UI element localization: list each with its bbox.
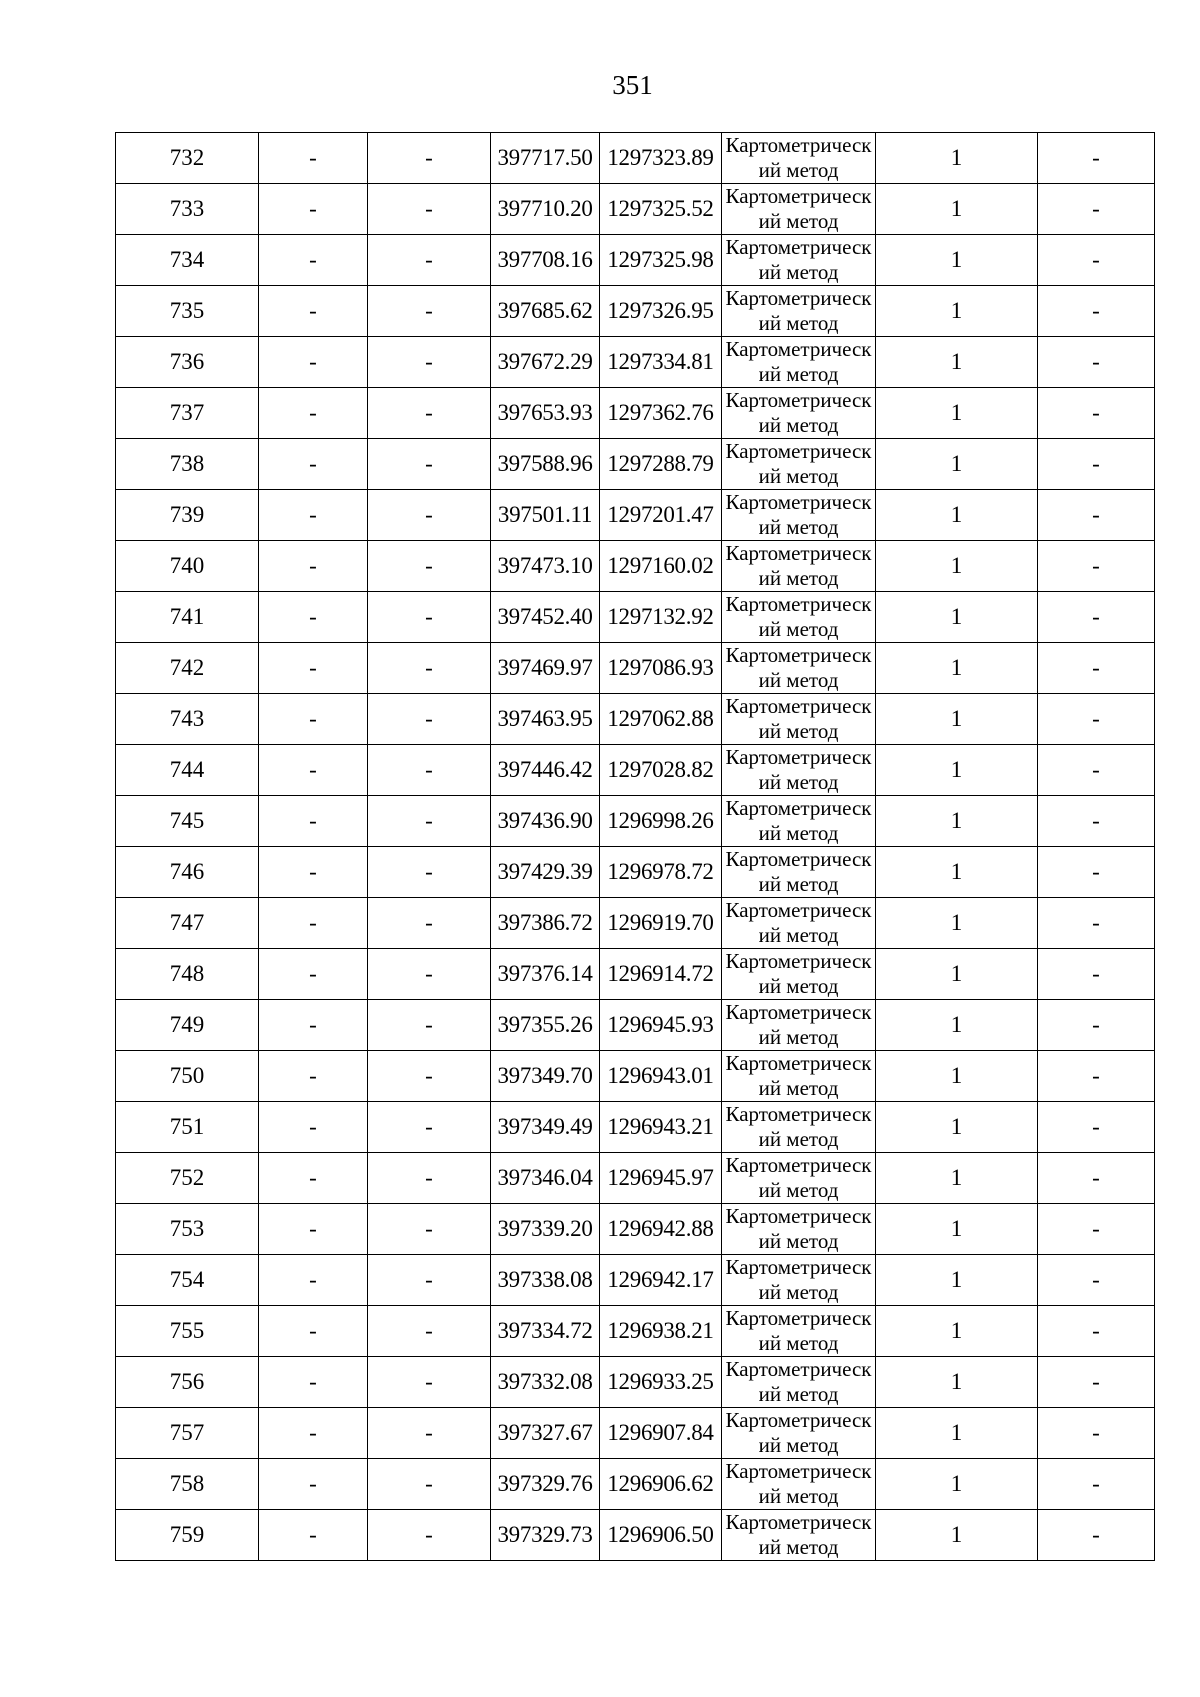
column-2-cell: -	[259, 1306, 368, 1357]
column-8-cell: -	[1038, 796, 1155, 847]
column-8-cell: -	[1038, 592, 1155, 643]
column-3-cell: -	[368, 1051, 491, 1102]
point-number-cell: 755	[116, 1306, 259, 1357]
column-7-cell: 1	[876, 1357, 1038, 1408]
x-coordinate-cell: 397338.08	[491, 1255, 600, 1306]
column-7-cell: 1	[876, 745, 1038, 796]
column-7-cell: 1	[876, 1255, 1038, 1306]
point-number-cell: 733	[116, 184, 259, 235]
column-8-cell: -	[1038, 388, 1155, 439]
method-cell: Картометрический метод	[722, 439, 876, 490]
x-coordinate-cell: 397386.72	[491, 898, 600, 949]
x-coordinate-cell: 397708.16	[491, 235, 600, 286]
column-3-cell: -	[368, 1357, 491, 1408]
x-coordinate-cell: 397717.50	[491, 133, 600, 184]
method-cell: Картометрический метод	[722, 541, 876, 592]
point-number-cell: 741	[116, 592, 259, 643]
table-row	[116, 1255, 1155, 1306]
column-7-cell: 1	[876, 898, 1038, 949]
column-7-cell: 1	[876, 133, 1038, 184]
y-coordinate-cell: 1296942.88	[600, 1204, 722, 1255]
method-cell: Картометрический метод	[722, 388, 876, 439]
y-coordinate-cell: 1297288.79	[600, 439, 722, 490]
column-3-cell: -	[368, 592, 491, 643]
table-row	[116, 796, 1155, 847]
column-7-cell: 1	[876, 694, 1038, 745]
method-cell: Картометрический метод	[722, 184, 876, 235]
table-row	[116, 1357, 1155, 1408]
method-cell: Картометрический метод	[722, 1255, 876, 1306]
point-number-cell: 734	[116, 235, 259, 286]
column-8-cell: -	[1038, 643, 1155, 694]
column-2-cell: -	[259, 286, 368, 337]
column-8-cell: -	[1038, 1204, 1155, 1255]
column-7-cell: 1	[876, 1510, 1038, 1561]
method-cell: Картометрический метод	[722, 1357, 876, 1408]
table-row	[116, 1153, 1155, 1204]
point-number-cell: 747	[116, 898, 259, 949]
method-cell: Картометрический метод	[722, 490, 876, 541]
x-coordinate-cell: 397346.04	[491, 1153, 600, 1204]
y-coordinate-cell: 1296914.72	[600, 949, 722, 1000]
y-coordinate-cell: 1296998.26	[600, 796, 722, 847]
x-coordinate-cell: 397329.73	[491, 1510, 600, 1561]
x-coordinate-cell: 397436.90	[491, 796, 600, 847]
x-coordinate-cell: 397588.96	[491, 439, 600, 490]
column-2-cell: -	[259, 1510, 368, 1561]
table-row	[116, 184, 1155, 235]
column-3-cell: -	[368, 745, 491, 796]
y-coordinate-cell: 1297028.82	[600, 745, 722, 796]
column-8-cell: -	[1038, 337, 1155, 388]
column-7-cell: 1	[876, 949, 1038, 1000]
column-3-cell: -	[368, 1510, 491, 1561]
column-3-cell: -	[368, 388, 491, 439]
column-7-cell: 1	[876, 490, 1038, 541]
table-row	[116, 1408, 1155, 1459]
column-8-cell: -	[1038, 1255, 1155, 1306]
y-coordinate-cell: 1297132.92	[600, 592, 722, 643]
column-2-cell: -	[259, 235, 368, 286]
column-2-cell: -	[259, 388, 368, 439]
table-row	[116, 1204, 1155, 1255]
column-3-cell: -	[368, 1459, 491, 1510]
x-coordinate-cell: 397672.29	[491, 337, 600, 388]
column-7-cell: 1	[876, 1000, 1038, 1051]
column-7-cell: 1	[876, 184, 1038, 235]
y-coordinate-cell: 1296942.17	[600, 1255, 722, 1306]
method-cell: Картометрический метод	[722, 133, 876, 184]
column-3-cell: -	[368, 949, 491, 1000]
method-cell: Картометрический метод	[722, 592, 876, 643]
table-row	[116, 490, 1155, 541]
column-3-cell: -	[368, 1204, 491, 1255]
column-7-cell: 1	[876, 847, 1038, 898]
column-3-cell: -	[368, 133, 491, 184]
column-3-cell: -	[368, 235, 491, 286]
point-number-cell: 746	[116, 847, 259, 898]
column-2-cell: -	[259, 796, 368, 847]
table-row	[116, 235, 1155, 286]
column-3-cell: -	[368, 1408, 491, 1459]
method-cell: Картометрический метод	[722, 1510, 876, 1561]
point-number-cell: 743	[116, 694, 259, 745]
column-8-cell: -	[1038, 541, 1155, 592]
point-number-cell: 758	[116, 1459, 259, 1510]
y-coordinate-cell: 1297325.98	[600, 235, 722, 286]
method-cell: Картометрический метод	[722, 694, 876, 745]
method-cell: Картометрический метод	[722, 643, 876, 694]
column-8-cell: -	[1038, 898, 1155, 949]
column-8-cell: -	[1038, 286, 1155, 337]
y-coordinate-cell: 1296907.84	[600, 1408, 722, 1459]
y-coordinate-cell: 1296945.93	[600, 1000, 722, 1051]
point-number-cell: 742	[116, 643, 259, 694]
table-row	[116, 439, 1155, 490]
column-7-cell: 1	[876, 1306, 1038, 1357]
column-2-cell: -	[259, 439, 368, 490]
point-number-cell: 750	[116, 1051, 259, 1102]
x-coordinate-cell: 397653.93	[491, 388, 600, 439]
x-coordinate-cell: 397329.76	[491, 1459, 600, 1510]
column-7-cell: 1	[876, 1408, 1038, 1459]
column-8-cell: -	[1038, 1000, 1155, 1051]
point-number-cell: 752	[116, 1153, 259, 1204]
method-cell: Картометрический метод	[722, 286, 876, 337]
table-row	[116, 847, 1155, 898]
table-row	[116, 1102, 1155, 1153]
column-7-cell: 1	[876, 796, 1038, 847]
column-7-cell: 1	[876, 235, 1038, 286]
point-number-cell: 740	[116, 541, 259, 592]
method-cell: Картометрический метод	[722, 1051, 876, 1102]
column-2-cell: -	[259, 898, 368, 949]
x-coordinate-cell: 397334.72	[491, 1306, 600, 1357]
y-coordinate-cell: 1296933.25	[600, 1357, 722, 1408]
y-coordinate-cell: 1297086.93	[600, 643, 722, 694]
x-coordinate-cell: 397710.20	[491, 184, 600, 235]
column-2-cell: -	[259, 541, 368, 592]
table-row	[116, 388, 1155, 439]
point-number-cell: 748	[116, 949, 259, 1000]
method-cell: Картометрический метод	[722, 1204, 876, 1255]
y-coordinate-cell: 1296906.62	[600, 1459, 722, 1510]
method-cell: Картометрический метод	[722, 745, 876, 796]
column-7-cell: 1	[876, 592, 1038, 643]
point-number-cell: 749	[116, 1000, 259, 1051]
x-coordinate-cell: 397452.40	[491, 592, 600, 643]
point-number-cell: 735	[116, 286, 259, 337]
column-2-cell: -	[259, 1459, 368, 1510]
column-8-cell: -	[1038, 1357, 1155, 1408]
point-number-cell: 737	[116, 388, 259, 439]
table-row	[116, 337, 1155, 388]
point-number-cell: 745	[116, 796, 259, 847]
coordinates-table	[115, 132, 1155, 1561]
x-coordinate-cell: 397327.67	[491, 1408, 600, 1459]
column-2-cell: -	[259, 949, 368, 1000]
column-8-cell: -	[1038, 1102, 1155, 1153]
table-body	[116, 133, 1155, 1561]
table-row	[116, 1510, 1155, 1561]
x-coordinate-cell: 397473.10	[491, 541, 600, 592]
x-coordinate-cell: 397469.97	[491, 643, 600, 694]
x-coordinate-cell: 397463.95	[491, 694, 600, 745]
x-coordinate-cell: 397349.70	[491, 1051, 600, 1102]
y-coordinate-cell: 1297326.95	[600, 286, 722, 337]
column-7-cell: 1	[876, 439, 1038, 490]
point-number-cell: 757	[116, 1408, 259, 1459]
column-8-cell: -	[1038, 1153, 1155, 1204]
column-7-cell: 1	[876, 388, 1038, 439]
table-row	[116, 592, 1155, 643]
column-8-cell: -	[1038, 949, 1155, 1000]
method-cell: Картометрический метод	[722, 1306, 876, 1357]
column-2-cell: -	[259, 694, 368, 745]
y-coordinate-cell: 1297323.89	[600, 133, 722, 184]
point-number-cell: 736	[116, 337, 259, 388]
column-3-cell: -	[368, 337, 491, 388]
point-number-cell: 754	[116, 1255, 259, 1306]
column-3-cell: -	[368, 286, 491, 337]
column-3-cell: -	[368, 847, 491, 898]
method-cell: Картометрический метод	[722, 1459, 876, 1510]
column-3-cell: -	[368, 184, 491, 235]
table-row	[116, 1306, 1155, 1357]
column-8-cell: -	[1038, 133, 1155, 184]
y-coordinate-cell: 1296919.70	[600, 898, 722, 949]
column-2-cell: -	[259, 133, 368, 184]
column-2-cell: -	[259, 1000, 368, 1051]
y-coordinate-cell: 1296945.97	[600, 1153, 722, 1204]
method-cell: Картометрический метод	[722, 1153, 876, 1204]
column-3-cell: -	[368, 439, 491, 490]
column-7-cell: 1	[876, 1153, 1038, 1204]
column-2-cell: -	[259, 1408, 368, 1459]
column-8-cell: -	[1038, 1408, 1155, 1459]
y-coordinate-cell: 1297334.81	[600, 337, 722, 388]
x-coordinate-cell: 397446.42	[491, 745, 600, 796]
column-7-cell: 1	[876, 1051, 1038, 1102]
table-row	[116, 541, 1155, 592]
method-cell: Картометрический метод	[722, 949, 876, 1000]
column-3-cell: -	[368, 898, 491, 949]
y-coordinate-cell: 1297325.52	[600, 184, 722, 235]
table-row	[116, 1000, 1155, 1051]
column-8-cell: -	[1038, 1459, 1155, 1510]
y-coordinate-cell: 1296938.21	[600, 1306, 722, 1357]
x-coordinate-cell: 397501.11	[491, 490, 600, 541]
method-cell: Картометрический метод	[722, 235, 876, 286]
column-8-cell: -	[1038, 439, 1155, 490]
method-cell: Картометрический метод	[722, 1102, 876, 1153]
column-8-cell: -	[1038, 847, 1155, 898]
column-7-cell: 1	[876, 1102, 1038, 1153]
point-number-cell: 759	[116, 1510, 259, 1561]
method-cell: Картометрический метод	[722, 1000, 876, 1051]
y-coordinate-cell: 1296978.72	[600, 847, 722, 898]
column-2-cell: -	[259, 745, 368, 796]
x-coordinate-cell: 397339.20	[491, 1204, 600, 1255]
point-number-cell: 738	[116, 439, 259, 490]
column-8-cell: -	[1038, 745, 1155, 796]
table-row	[116, 949, 1155, 1000]
method-cell: Картометрический метод	[722, 898, 876, 949]
column-7-cell: 1	[876, 1459, 1038, 1510]
column-2-cell: -	[259, 184, 368, 235]
table-row	[116, 133, 1155, 184]
x-coordinate-cell: 397685.62	[491, 286, 600, 337]
page-number: 351	[612, 70, 653, 100]
y-coordinate-cell: 1296943.01	[600, 1051, 722, 1102]
column-8-cell: -	[1038, 1306, 1155, 1357]
column-3-cell: -	[368, 490, 491, 541]
column-2-cell: -	[259, 847, 368, 898]
table-row	[116, 694, 1155, 745]
column-3-cell: -	[368, 796, 491, 847]
column-7-cell: 1	[876, 337, 1038, 388]
x-coordinate-cell: 397349.49	[491, 1102, 600, 1153]
method-cell: Картометрический метод	[722, 1408, 876, 1459]
method-cell: Картометрический метод	[722, 796, 876, 847]
column-3-cell: -	[368, 1153, 491, 1204]
column-7-cell: 1	[876, 643, 1038, 694]
x-coordinate-cell: 397355.26	[491, 1000, 600, 1051]
table-row	[116, 898, 1155, 949]
point-number-cell: 751	[116, 1102, 259, 1153]
y-coordinate-cell: 1297160.02	[600, 541, 722, 592]
y-coordinate-cell: 1296906.50	[600, 1510, 722, 1561]
column-2-cell: -	[259, 1204, 368, 1255]
column-7-cell: 1	[876, 1204, 1038, 1255]
point-number-cell: 744	[116, 745, 259, 796]
column-2-cell: -	[259, 1051, 368, 1102]
x-coordinate-cell: 397376.14	[491, 949, 600, 1000]
point-number-cell: 756	[116, 1357, 259, 1408]
column-3-cell: -	[368, 1000, 491, 1051]
table-row	[116, 286, 1155, 337]
method-cell: Картометрический метод	[722, 847, 876, 898]
column-7-cell: 1	[876, 286, 1038, 337]
y-coordinate-cell: 1297201.47	[600, 490, 722, 541]
table-row	[116, 745, 1155, 796]
column-8-cell: -	[1038, 694, 1155, 745]
table-row	[116, 1459, 1155, 1510]
column-3-cell: -	[368, 541, 491, 592]
point-number-cell: 753	[116, 1204, 259, 1255]
column-7-cell: 1	[876, 541, 1038, 592]
column-2-cell: -	[259, 490, 368, 541]
y-coordinate-cell: 1297062.88	[600, 694, 722, 745]
method-cell: Картометрический метод	[722, 337, 876, 388]
column-8-cell: -	[1038, 1051, 1155, 1102]
point-number-cell: 739	[116, 490, 259, 541]
column-2-cell: -	[259, 337, 368, 388]
column-2-cell: -	[259, 1102, 368, 1153]
column-3-cell: -	[368, 1255, 491, 1306]
table-row	[116, 1051, 1155, 1102]
y-coordinate-cell: 1296943.21	[600, 1102, 722, 1153]
column-8-cell: -	[1038, 235, 1155, 286]
column-3-cell: -	[368, 1306, 491, 1357]
column-3-cell: -	[368, 643, 491, 694]
column-8-cell: -	[1038, 184, 1155, 235]
column-2-cell: -	[259, 1357, 368, 1408]
x-coordinate-cell: 397429.39	[491, 847, 600, 898]
column-2-cell: -	[259, 643, 368, 694]
point-number-cell: 732	[116, 133, 259, 184]
y-coordinate-cell: 1297362.76	[600, 388, 722, 439]
table-row	[116, 643, 1155, 694]
column-2-cell: -	[259, 1255, 368, 1306]
column-3-cell: -	[368, 694, 491, 745]
column-8-cell: -	[1038, 1510, 1155, 1561]
column-8-cell: -	[1038, 490, 1155, 541]
x-coordinate-cell: 397332.08	[491, 1357, 600, 1408]
column-3-cell: -	[368, 1102, 491, 1153]
column-2-cell: -	[259, 592, 368, 643]
column-2-cell: -	[259, 1153, 368, 1204]
